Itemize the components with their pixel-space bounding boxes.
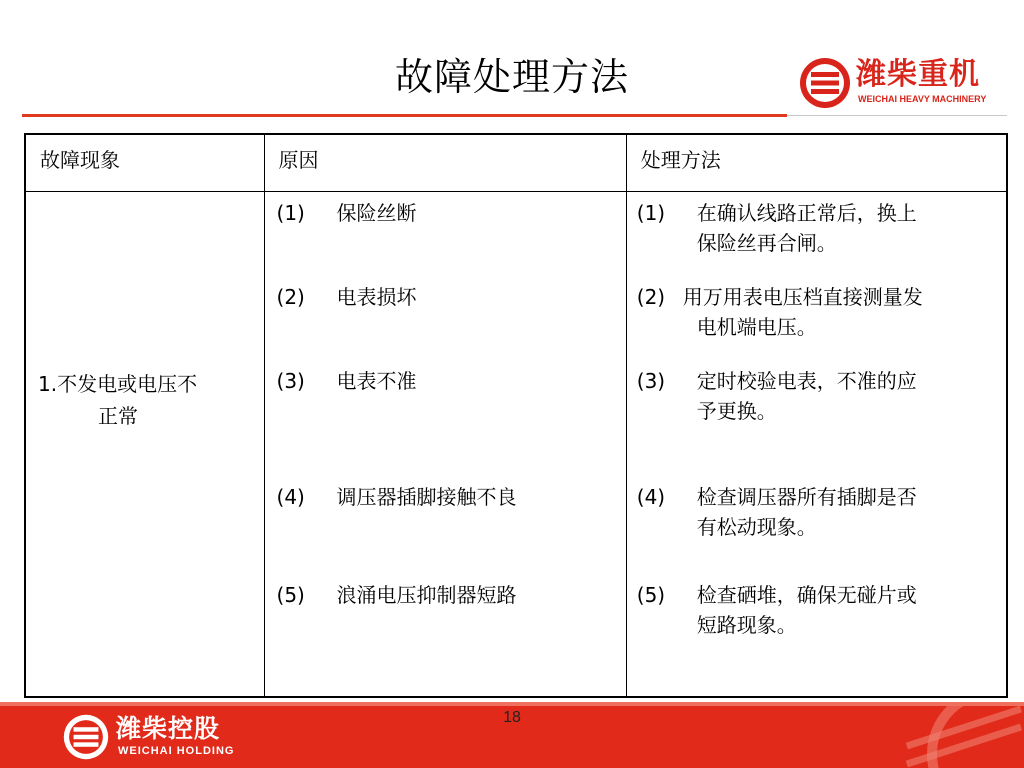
method-item bbox=[637, 482, 997, 546]
method-number: (1) bbox=[636, 201, 666, 225]
cause-number: (3) bbox=[276, 369, 305, 393]
method-number: (4) bbox=[636, 485, 666, 509]
title-divider-grey bbox=[787, 115, 1007, 116]
header-cell bbox=[264, 134, 626, 192]
fault-table bbox=[24, 133, 1008, 698]
table-header-row bbox=[25, 134, 1007, 192]
method-line2: 保险丝再合闸。 bbox=[696, 231, 837, 255]
weichai-emblem-icon bbox=[798, 56, 852, 110]
method-line1: 定时校验电表，不准的应 bbox=[696, 369, 917, 393]
cause-text: 浪涌电压抑制器短路 bbox=[336, 583, 517, 607]
footer-logo-en: WEICHAI HOLDING bbox=[118, 745, 235, 757]
phenomenon-text bbox=[38, 368, 258, 432]
cause-number: (4) bbox=[276, 485, 305, 509]
cause-number: (5) bbox=[276, 583, 305, 607]
method-line1: 用万用表电压档直接测量发 bbox=[682, 285, 923, 309]
method-line2: 电机端电压。 bbox=[696, 315, 817, 339]
method-line2: 予更换。 bbox=[696, 399, 777, 423]
page-title: 故障处理方法 bbox=[394, 55, 629, 99]
method-item bbox=[637, 580, 997, 644]
method-number: (3) bbox=[636, 369, 666, 393]
cause-number: (2) bbox=[276, 285, 305, 309]
header-cause: 原因 bbox=[278, 148, 319, 172]
page-number: 18 bbox=[503, 709, 521, 726]
method-line1: 在确认线路正常后，换上 bbox=[696, 201, 917, 225]
method-line1: 检查调压器所有插脚是否 bbox=[696, 485, 917, 509]
method-line1: 检查硒堆，确保无碰片或 bbox=[696, 583, 917, 607]
header-cell bbox=[25, 134, 264, 192]
footer-logo-cn: 潍柴控股 bbox=[116, 714, 221, 743]
method-cell bbox=[626, 192, 1007, 698]
method-line2: 短路现象。 bbox=[696, 613, 797, 637]
phenomenon-cell bbox=[25, 192, 264, 698]
cause-number: (1) bbox=[276, 201, 305, 225]
title-divider bbox=[22, 114, 787, 117]
method-line2: 有松动现象。 bbox=[696, 515, 817, 539]
method-number: (5) bbox=[636, 583, 666, 607]
cause-text: 电表不准 bbox=[336, 369, 417, 393]
method-item bbox=[637, 366, 997, 430]
phenomenon-line1: 1.不发电或电压不 bbox=[38, 372, 198, 396]
header-cell bbox=[626, 134, 1007, 192]
method-item bbox=[637, 198, 997, 262]
header-phenomenon: 故障现象 bbox=[40, 148, 120, 172]
table-row bbox=[25, 192, 1007, 698]
phenomenon-line2: 正常 bbox=[98, 404, 138, 428]
logo-cn-text: 潍柴重机 bbox=[856, 57, 980, 92]
cause-text: 电表损坏 bbox=[336, 285, 417, 309]
logo-en-text: WEICHAI HEAVY MACHINERY bbox=[858, 94, 987, 104]
method-number: (2) bbox=[636, 285, 666, 309]
cause-cell bbox=[264, 192, 626, 698]
cause-text: 保险丝断 bbox=[336, 201, 417, 225]
weichai-heavy-machinery-logo bbox=[796, 54, 1012, 114]
method-item bbox=[637, 282, 997, 346]
header-method: 处理方法 bbox=[640, 148, 721, 172]
cause-text: 调压器插脚接触不良 bbox=[336, 485, 517, 509]
